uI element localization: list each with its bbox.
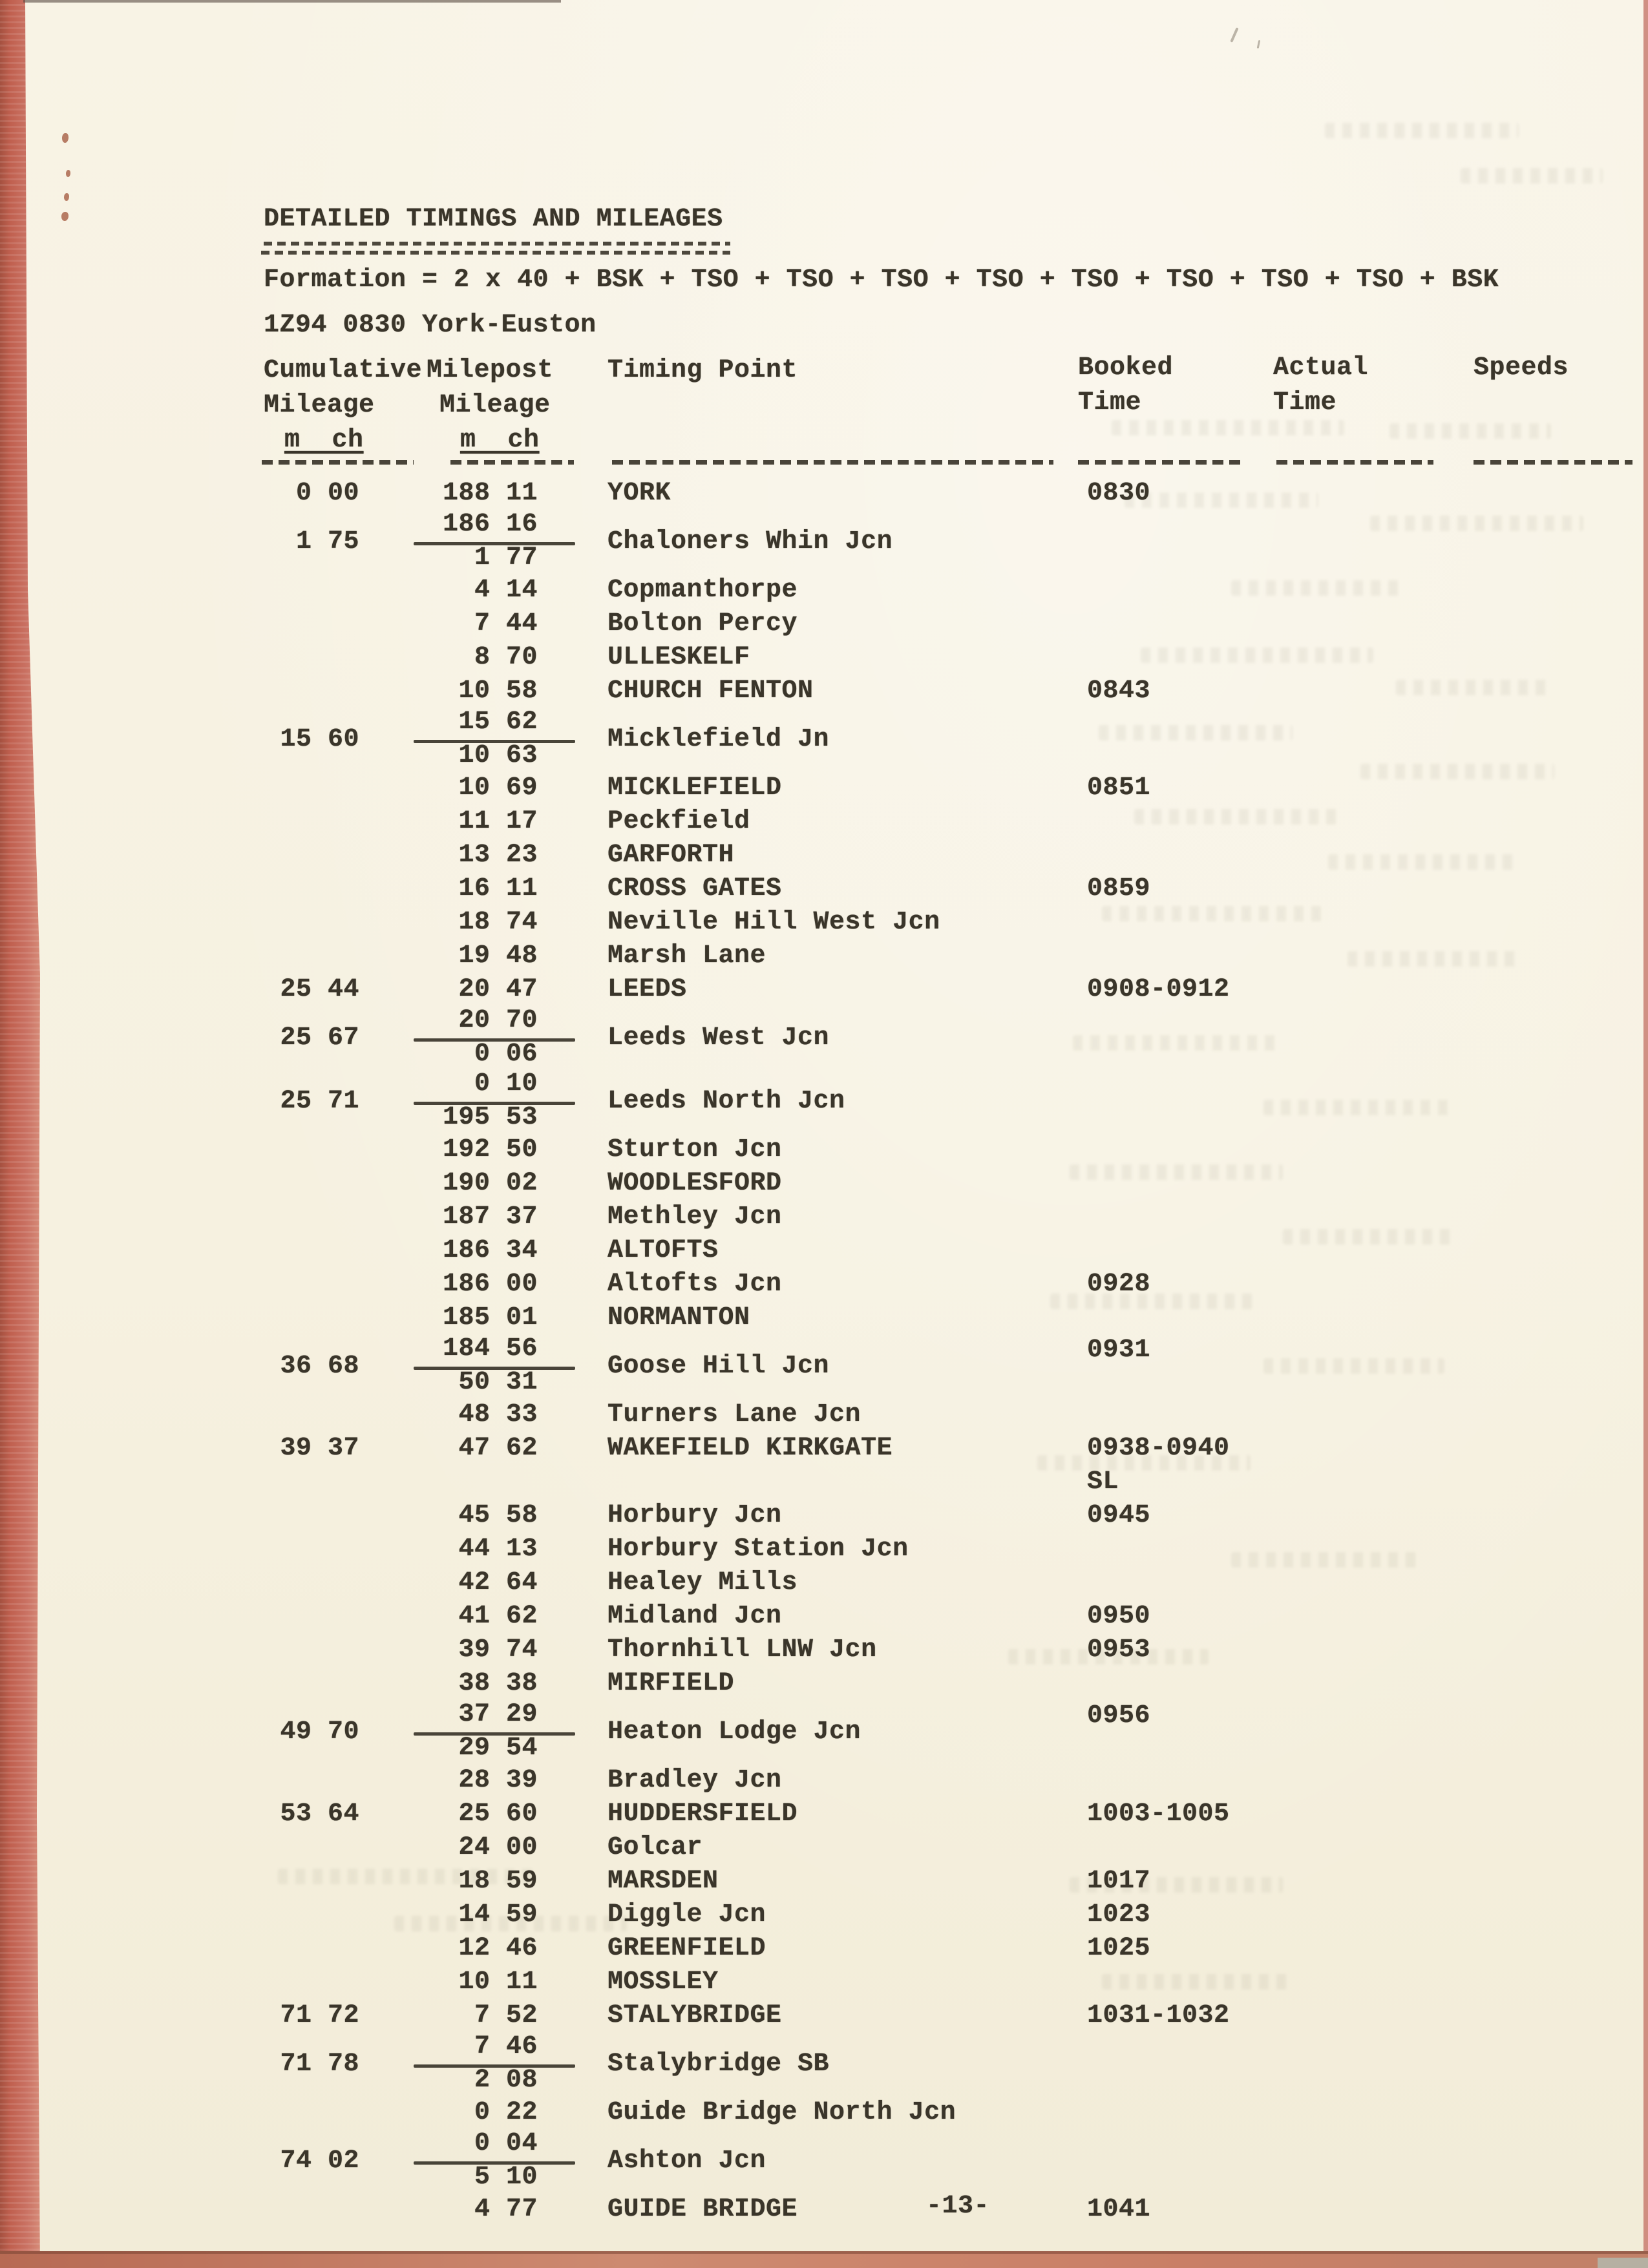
booked-time: 0843 [1087,677,1151,706]
booked-time: 0956 [1087,1701,1151,1730]
milepost-mileage: 188 11 [442,479,538,508]
milepost-mileage: 185 01 [442,1303,538,1332]
milepost-mileage: 11 17 [458,807,538,836]
title-underline [264,242,730,246]
col-milepost-label: Milepost [427,356,554,385]
cumulative-mileage: 49 70 [280,1717,359,1747]
booked-time: 1041 [1087,2195,1151,2224]
timing-row [0,1201,1648,1234]
timing-row [0,1633,1648,1667]
booked-time: 1025 [1087,1934,1151,1963]
col-cumulative-label2: Mileage [264,391,375,420]
timing-point: Neville Hill West Jcn [607,908,940,937]
timing-point: GUIDE BRIDGE [607,2195,798,2224]
milepost-mileage: 25 60 [458,1800,538,1829]
milepost-mileage-before: 0 04 [474,2129,538,2158]
milepost-mileage: 187 37 [442,1202,538,1232]
timing-row [0,1007,1648,1070]
milepost-mileage-before: 20 70 [458,1006,538,1035]
timing-row [0,675,1648,708]
milepost-mileage: 45 58 [458,1501,538,1530]
timing-row [0,1335,1648,1398]
timing-row [0,1831,1648,1865]
col-booked-label: Booked [1078,353,1174,383]
milepost-mileage: 192 50 [442,1135,538,1164]
timing-point: GARFORTH [607,841,735,870]
milepost-mileage: 28 39 [458,1766,538,1795]
timing-row [0,1966,1648,1999]
timing-row [0,1667,1648,1701]
booked-time: 1031-1032 [1087,2001,1230,2030]
col-milepost-label2: Mileage [439,391,551,420]
header-rule-actual [1276,460,1433,465]
timing-point: MIRFIELD [607,1669,735,1698]
booked-time-note: SL [1087,1467,1119,1496]
cumulative-mileage: 36 68 [280,1352,359,1381]
timing-row [0,1600,1648,1633]
milepost-mileage: 48 33 [458,1400,538,1429]
milepost-mileage: 47 62 [458,1434,538,1463]
timing-row [0,2096,1648,2130]
timing-point: Leeds West Jcn [607,1024,830,1053]
timing-point: Turners Lane Jcn [607,1400,861,1429]
milepost-mileage: 19 48 [458,941,538,971]
timing-row [0,1932,1648,1966]
milepost-mileage: 18 74 [458,908,538,937]
timing-row [0,1898,1648,1932]
staple-mark [61,212,69,221]
timing-row [0,1764,1648,1798]
timing-point: STALYBRIDGE [607,2001,782,2030]
timing-row [0,872,1648,906]
timing-row [0,1234,1648,1268]
cumulative-mileage: 71 72 [280,2001,359,2030]
timing-row [0,2193,1648,2227]
timing-point: Leeds North Jcn [607,1087,845,1116]
booked-time: 0851 [1087,773,1151,803]
timing-point: MICKLEFIELD [607,773,782,803]
milepost-mileage: 4 77 [474,2195,538,2224]
timing-row [0,1798,1648,1831]
timing-row [0,1999,1648,2033]
col-actual-label: Actual [1273,353,1369,383]
stray-mark [1230,27,1238,43]
booked-time: 0928 [1087,1270,1151,1299]
page-number: -13- [926,2192,990,2221]
header-rule-cumulative [262,460,414,465]
timing-point: HUDDERSFIELD [607,1800,798,1829]
milepost-mileage-after: 2 08 [474,2066,538,2095]
milepost-mileage-before: 186 16 [442,510,538,539]
booked-time: 1017 [1087,1867,1151,1896]
timing-point: MARSDEN [607,1867,719,1896]
timing-point: GREENFIELD [607,1934,766,1963]
timing-point: Diggle Jcn [607,1900,766,1929]
milepost-mileage: 24 00 [458,1833,538,1862]
timing-point: Bolton Percy [607,609,798,638]
timing-point: YORK [607,479,671,508]
milepost-mileage: 16 11 [458,874,538,903]
timing-row [0,1070,1648,1133]
milepost-mileage: 10 58 [458,677,538,706]
col-booked-label2: Time [1078,388,1142,417]
milepost-mileage: 13 23 [458,841,538,870]
milepost-mileage: 39 74 [458,1635,538,1664]
timing-row [0,1133,1648,1167]
milepost-mileage-after: 195 53 [442,1103,538,1132]
timing-point: Methley Jcn [607,1202,782,1232]
cumulative-mileage: 25 67 [280,1024,359,1053]
header-rule-speeds [1474,460,1632,465]
timing-row [0,2130,1648,2193]
page-top-edge [23,0,561,3]
col-timing-point-label: Timing Point [607,356,798,385]
booked-time: 0953 [1087,1635,1151,1664]
cumulative-mileage: 74 02 [280,2147,359,2176]
scan-corner-shadow [1598,2258,1648,2268]
timing-table [0,477,1648,2227]
timing-point: WAKEFIELD KIRKGATE [607,1434,893,1463]
milepost-mileage-after: 1 77 [474,543,538,572]
milepost-mileage: 10 69 [458,773,538,803]
cover-bottom-edge [0,2251,1648,2268]
cumulative-mileage: 25 71 [280,1087,359,1116]
timing-row [0,772,1648,805]
timing-point: Chaloners Whin Jcn [607,527,893,556]
timing-point: Healey Mills [607,1568,798,1597]
milepost-mileage-after: 50 31 [458,1368,538,1397]
timing-point: Stalybridge SB [607,2050,830,2079]
milepost-mileage: 12 46 [458,1934,538,1963]
timing-point: Goose Hill Jcn [607,1352,830,1381]
timing-row [0,839,1648,872]
timing-row [0,477,1648,510]
booked-time: 0950 [1087,1602,1151,1631]
timing-point: Bradley Jcn [607,1766,782,1795]
timing-row [0,906,1648,940]
timing-point: CROSS GATES [607,874,782,903]
timing-row [0,1268,1648,1301]
cumulative-mileage: 39 37 [280,1434,359,1463]
timing-point: ULLESKELF [607,643,750,672]
milepost-mileage-after: 5 10 [474,2163,538,2192]
staple-mark [66,170,70,177]
booked-time: 0859 [1087,874,1151,903]
milepost-mileage-before: 7 46 [474,2032,538,2061]
milepost-mileage-after: 29 54 [458,1734,538,1763]
timing-point: MOSSLEY [607,1968,719,1997]
milepost-mileage: 4 14 [474,576,538,605]
timing-point: WOODLESFORD [607,1169,782,1198]
timing-point: Micklefield Jn [607,725,830,754]
timing-point: Sturton Jcn [607,1135,782,1164]
milepost-mileage: 42 64 [458,1568,538,1597]
booked-time: 1023 [1087,1900,1151,1929]
timing-row [0,708,1648,772]
booked-time: 0830 [1087,479,1151,508]
header-rule-timing-point [612,460,1053,465]
milepost-mileage: 44 13 [458,1535,538,1564]
cumulative-mileage: 71 78 [280,2050,359,2079]
staple-mark [64,193,69,201]
milepost-mileage: 0 22 [474,2098,538,2127]
booked-time: 1003-1005 [1087,1800,1230,1829]
timing-point: Horbury Station Jcn [607,1535,909,1564]
booked-time: 0945 [1087,1501,1151,1530]
formation-line: Formation = 2 x 40 + BSK + TSO + TSO + TSO + TSO + TSO + TSO + TSO + TSO + BSK [264,266,1499,295]
timing-row [0,973,1648,1007]
timing-row [0,805,1648,839]
train-id-line: 1Z94 0830 York-Euston [264,311,597,340]
cumulative-mileage: 53 64 [280,1800,359,1829]
timing-point: Marsh Lane [607,941,766,971]
milepost-mileage: 190 02 [442,1169,538,1198]
timing-row [0,1301,1648,1335]
timing-row [0,1167,1648,1201]
milepost-mileage-after: 10 63 [458,741,538,770]
timing-point: Altofts Jcn [607,1270,782,1299]
timing-row [0,510,1648,574]
milepost-mileage-before: 0 10 [474,1069,538,1098]
timing-row [0,1701,1648,1764]
milepost-mileage: 18 59 [458,1867,538,1896]
stray-mark [1257,40,1261,48]
cumulative-mileage: 15 60 [280,725,359,754]
col-milepost-units: m ch [460,426,540,455]
timing-point: Horbury Jcn [607,1501,782,1530]
milepost-mileage-before: 15 62 [458,708,538,737]
milepost-mileage: 186 34 [442,1236,538,1265]
col-cumulative-label: Cumulative [264,356,423,385]
staple-mark [62,133,69,143]
milepost-mileage: 7 44 [474,609,538,638]
booked-time: 0938-0940 [1087,1434,1230,1463]
timing-row [0,1566,1648,1600]
cumulative-mileage: 0 00 [295,479,359,508]
milepost-mileage: 41 62 [458,1602,538,1631]
milepost-mileage-before: 37 29 [458,1700,538,1729]
booked-time: 0931 [1087,1336,1151,1365]
header-rule-booked [1078,460,1241,465]
cumulative-mileage: 1 75 [295,527,359,556]
timing-row [0,641,1648,675]
timing-point: NORMANTON [607,1303,750,1332]
cumulative-mileage: 25 44 [280,975,359,1004]
page-title: DETAILED TIMINGS AND MILEAGES [264,205,723,234]
timing-point: Thornhill LNW Jcn [607,1635,877,1664]
timing-row [0,1499,1648,1533]
timing-row [0,1398,1648,1432]
milepost-mileage: 38 38 [458,1669,538,1698]
timing-point: Midland Jcn [607,1602,782,1631]
title-underline [261,251,730,255]
milepost-mileage: 186 00 [442,1270,538,1299]
timing-point: Golcar [607,1833,703,1862]
timing-row [0,574,1648,607]
header-rule-milepost [450,460,574,465]
timing-point: Copmanthorpe [607,576,798,605]
timing-row [0,1865,1648,1898]
milepost-mileage: 20 47 [458,975,538,1004]
timing-point: LEEDS [607,975,687,1004]
milepost-mileage: 10 11 [458,1968,538,1997]
timing-point: Ashton Jcn [607,2147,766,2176]
timing-row [0,1432,1648,1499]
milepost-mileage-before: 184 56 [442,1334,538,1363]
timing-point: Heaton Lodge Jcn [607,1717,861,1747]
col-cumulative-units: m ch [284,426,364,455]
timing-row [0,1533,1648,1566]
col-actual-label2: Time [1273,388,1337,417]
milepost-mileage: 7 52 [474,2001,538,2030]
milepost-mileage-after: 0 06 [474,1040,538,1069]
milepost-mileage: 8 70 [474,643,538,672]
timing-row [0,940,1648,973]
timing-point: CHURCH FENTON [607,677,814,706]
booked-time: 0908-0912 [1087,975,1230,1004]
timing-point: ALTOFTS [607,1236,719,1265]
timing-point: Peckfield [607,807,750,836]
timing-point: Guide Bridge North Jcn [607,2098,956,2127]
timing-row [0,2033,1648,2096]
timing-row [0,607,1648,641]
col-speeds-label: Speeds [1474,353,1569,383]
milepost-mileage: 14 59 [458,1900,538,1929]
